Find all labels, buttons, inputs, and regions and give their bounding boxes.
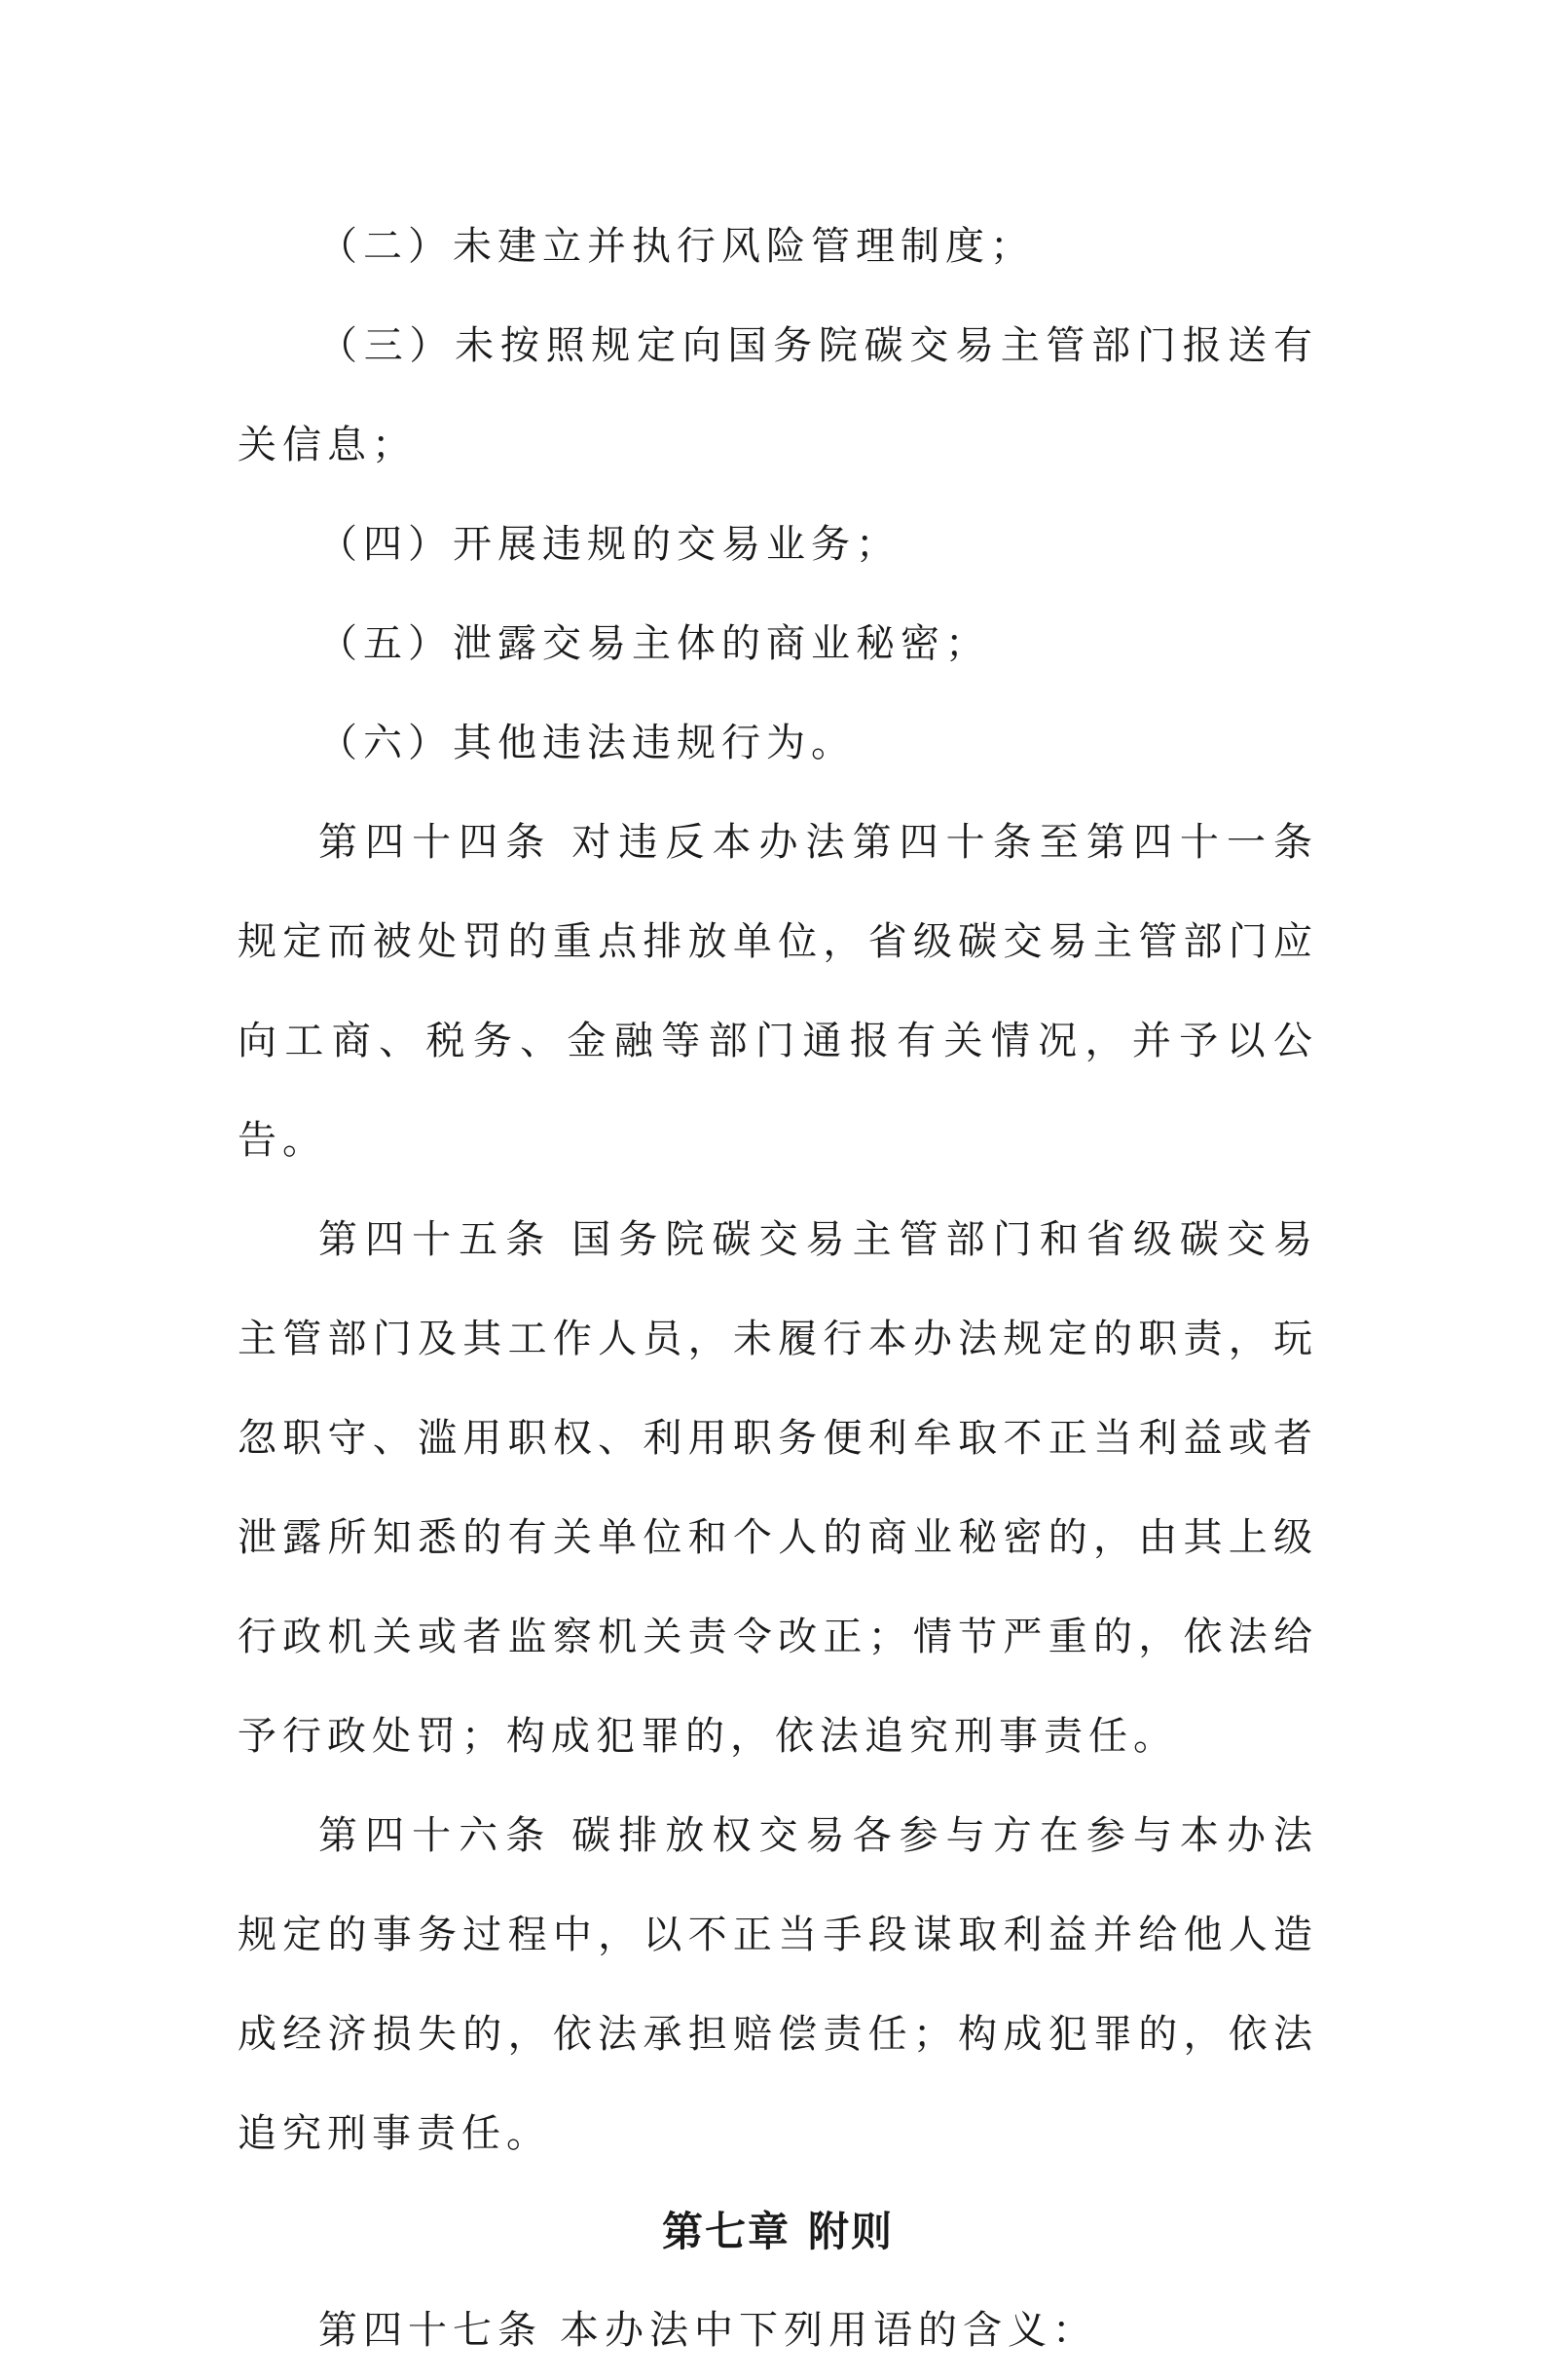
- article-45: [238, 1190, 1318, 1786]
- list-item-2: [238, 197, 1318, 296]
- list-item-text: （五）泄露交易主体的商业秘密；: [318, 621, 990, 666]
- list-item-text: （三）未按照规定向国务院碳交易主管部门报送有关信息；: [238, 323, 1318, 467]
- article-text: 本办法中下列用语的含义：: [560, 2308, 1097, 2353]
- article-number: 第四十六条: [318, 1813, 553, 1858]
- list-item-text: （四）开展违规的交易业务；: [318, 522, 901, 567]
- list-item-3: [238, 296, 1318, 495]
- list-item-6: [238, 693, 1318, 793]
- article-text: 国务院碳交易主管部门和省级碳交易主管部门及其工作人员，未履行本办法规定的职责，玩忽职守、滥用职权、利用职务便利牟取不正当利益或者泄露所知悉的有关单位和个人的商业秘密的，由其上级行政机关或者监察机关责令改正；情节严重的，依法给予行政处罚；构成犯罪的，依法追究刑事责任。: [238, 1217, 1319, 1759]
- article-text: 对违反本办法第四十条至第四十一条规定而被处罚的重点排放单位，省级碳交易主管部门应向工商、税务、金融等部门通报有关情况，并予以公告。: [238, 820, 1319, 1163]
- article-text: 碳排放权交易各参与方在参与本办法规定的事务过程中，以不正当手段谋取利益并给他人造成经济损失的，依法承担赔偿责任；构成犯罪的，依法追究刑事责任。: [238, 1813, 1319, 2156]
- article-47: [238, 2281, 1318, 2380]
- chapter-number: 第七章: [661, 2208, 791, 2255]
- article-number: 第四十七条: [318, 2308, 542, 2353]
- article-46: [238, 1786, 1318, 2183]
- chapter-title: 附则: [808, 2208, 895, 2255]
- list-item-text: （二）未建立并执行风险管理制度；: [318, 224, 1035, 269]
- chapter-heading: [238, 2183, 1318, 2281]
- list-item-4: [238, 495, 1318, 594]
- article-number: 第四十四条: [318, 820, 553, 865]
- document-body: [238, 197, 1318, 2380]
- list-item-5: [238, 594, 1318, 693]
- article-44: [238, 793, 1318, 1190]
- list-item-text: （六）其他违法违规行为。: [318, 721, 856, 765]
- article-number: 第四十五条: [318, 1217, 553, 1262]
